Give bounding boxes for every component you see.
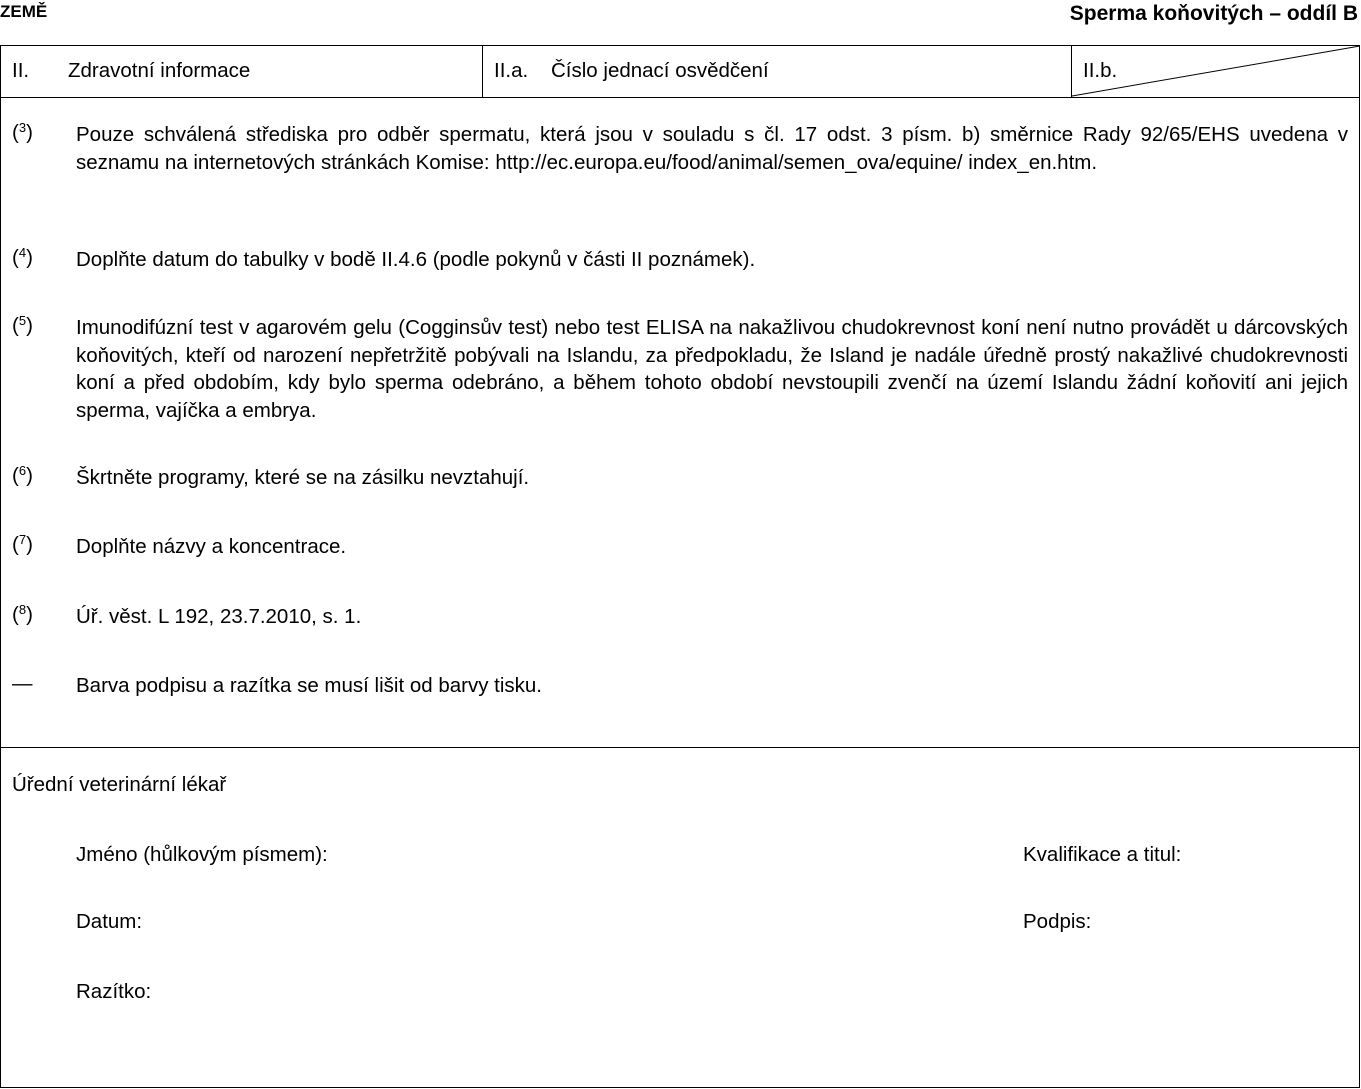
footnote-marker: ($^8$) [12, 602, 33, 626]
signature-heading: Úřední veterinární lékař [12, 773, 227, 796]
part-number: II. [12, 59, 30, 82]
footnote-text: Imunodifúzní test v agarovém gelu (Cogginsův test) nebo test ELISA na nakažlivou chudokrevnost koní není nutno provádět u dárcovských koňovitých, kteří od narození nepřetržitě pobývali na Islandu, za předpokladu, že Island je nadále úředně prostý nakažlivé chudokrevnosti koní a před obdobím, kdy bylo sperma odebráno, a během tohoto období nevstoupili zvenčí na území Islandu žádní koňovití ani jejich sperma, vajíčka a embrya. [76, 316, 1348, 422]
footnote-text: Pouze schválená střediska pro odběr spermatu, která jsou v souladu s čl. 17 odst. 3 písm. b) směrnice Rady 92/65/EHS uvedena v seznamu na internetových stránkách Komise: http://ec.europa.eu/food/animal/semen_ova/equine/ index_en.htm. [76, 123, 1348, 174]
header-divider [0, 97, 1360, 98]
country-label: ZEMĚ [0, 2, 48, 21]
reference-label: Číslo jednací osvědčení [551, 59, 769, 82]
part-title: Zdravotní informace [68, 59, 251, 82]
dash-note-text: Barva podpisu a razítka se musí lišit od barvy tisku. [76, 674, 543, 697]
footnote-marker: ($^5$) [12, 313, 33, 337]
footnote-text: Doplňte názvy a koncentrace. [76, 535, 347, 558]
footnote-marker: ($^6$) [12, 463, 33, 487]
footnote-text: Úř. věst. L 192, 23.7.2010, s. 1. [76, 605, 362, 628]
footnote-text: Škrtněte programy, které se na zásilku nevztahují. [76, 466, 530, 489]
certificate-frame [0, 45, 1360, 1088]
signature-divider [0, 747, 1360, 748]
iib-label: II.b. [1083, 59, 1118, 82]
qualification-label: Kvalifikace a titul: [1023, 843, 1182, 866]
signature-label: Podpis: [1023, 910, 1092, 933]
reference-label-number: II.a. [494, 59, 529, 82]
name-label: Jméno (hůlkovým písmem): [76, 843, 328, 866]
header-cell-divider [482, 45, 483, 97]
footnote-marker: ($^7$) [12, 532, 33, 556]
footnote-marker: ($^4$) [12, 245, 33, 269]
stamp-label: Razítko: [76, 980, 152, 1003]
document-title: Sperma koňovitých – oddíl B [1069, 2, 1358, 25]
footnote-text: Doplňte datum do tabulky v bodě II.4.6 (podle pokynů v části II poznámek). [76, 248, 756, 271]
dash-marker: — [12, 672, 33, 695]
footnote-marker: ($^3$) [12, 120, 33, 144]
date-label: Datum: [76, 910, 143, 933]
